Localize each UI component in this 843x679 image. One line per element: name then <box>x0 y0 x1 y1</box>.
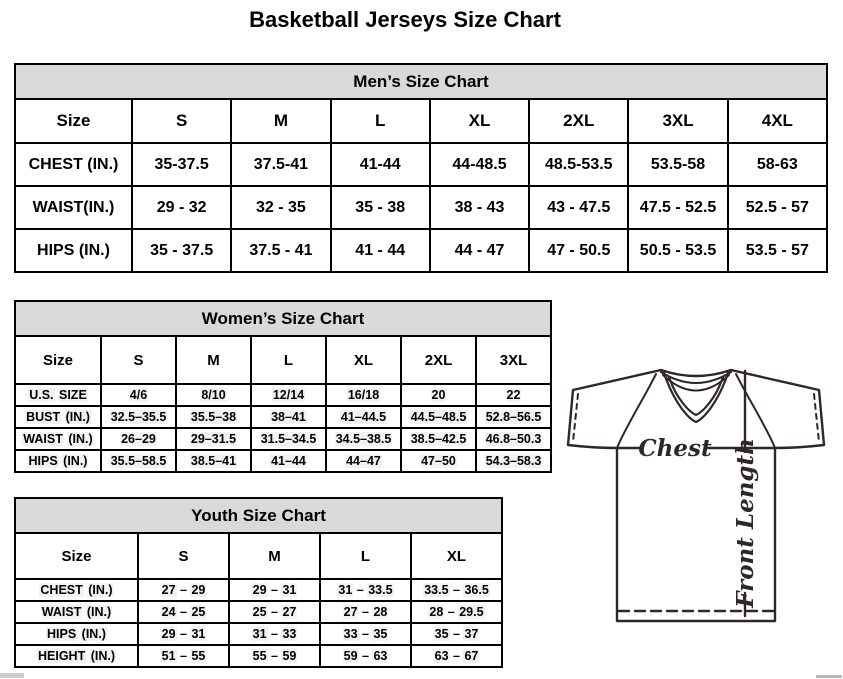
table-title-row <box>15 64 827 99</box>
table-row <box>15 406 551 428</box>
size-value: 55 – 59 <box>229 645 320 667</box>
size-value: 35-37.5 <box>132 143 231 186</box>
size-value: 35 – 37 <box>411 623 502 645</box>
size-value: 63 – 67 <box>411 645 502 667</box>
size-value: 47.5 - 52.5 <box>628 186 727 229</box>
table-row <box>15 143 827 186</box>
size-value: 53.5-58 <box>628 143 727 186</box>
size-value: 28 – 29.5 <box>411 601 502 623</box>
table-row <box>15 579 502 601</box>
size-value: 29 – 31 <box>138 623 229 645</box>
column-header: XL <box>411 533 502 579</box>
size-value: 47 - 50.5 <box>529 229 628 272</box>
size-value: 22 <box>476 384 551 406</box>
mens-size-chart-table <box>14 63 828 273</box>
size-value: 38.5–42.5 <box>401 428 476 450</box>
table-title-womens: Women’s Size Chart <box>15 301 551 336</box>
size-value: 38–41 <box>251 406 326 428</box>
table-title-row <box>15 301 551 336</box>
size-value: 8/10 <box>176 384 251 406</box>
size-value: 44–47 <box>326 450 401 472</box>
size-value: 29 - 32 <box>132 186 231 229</box>
row-label: WAIST(IN.) <box>15 186 132 229</box>
size-value: 41-44 <box>331 143 430 186</box>
size-value: 29–31.5 <box>176 428 251 450</box>
row-label: CHEST (IN.) <box>15 143 132 186</box>
size-value: 35 - 37.5 <box>132 229 231 272</box>
table-row <box>15 186 827 229</box>
size-value: 32.5–35.5 <box>101 406 176 428</box>
size-value: 38 - 43 <box>430 186 529 229</box>
size-value: 33 – 35 <box>320 623 411 645</box>
size-value: 38.5–41 <box>176 450 251 472</box>
size-value: 41 - 44 <box>331 229 430 272</box>
size-value: 47–50 <box>401 450 476 472</box>
chest-label: Chest <box>638 435 712 462</box>
jersey-measurement-diagram <box>555 358 843 638</box>
column-header-row <box>15 99 827 143</box>
size-value: 52.8–56.5 <box>476 406 551 428</box>
row-label: U.S. SIZE <box>15 384 101 406</box>
scrollbar-fragment-right[interactable] <box>816 675 842 678</box>
size-value: 35.5–58.5 <box>101 450 176 472</box>
size-value: 37.5-41 <box>231 143 330 186</box>
size-value: 35 - 38 <box>331 186 430 229</box>
column-header: 3XL <box>628 99 727 143</box>
scrollbar-fragment-left[interactable] <box>0 673 24 678</box>
size-value: 41–44 <box>251 450 326 472</box>
column-header: S <box>132 99 231 143</box>
column-header: L <box>320 533 411 579</box>
column-header: M <box>229 533 320 579</box>
column-header: L <box>251 336 326 384</box>
column-header: M <box>176 336 251 384</box>
row-label: HIPS (IN.) <box>15 450 101 472</box>
column-header: 3XL <box>476 336 551 384</box>
size-value: 50.5 - 53.5 <box>628 229 727 272</box>
size-value: 12/14 <box>251 384 326 406</box>
size-value: 31 – 33.5 <box>320 579 411 601</box>
size-value: 20 <box>401 384 476 406</box>
row-label: HIPS (IN.) <box>15 229 132 272</box>
size-value: 27 – 28 <box>320 601 411 623</box>
row-label: BUST (IN.) <box>15 406 101 428</box>
size-value: 54.3–58.3 <box>476 450 551 472</box>
row-label: WAIST (IN.) <box>15 428 101 450</box>
size-value: 48.5-53.5 <box>529 143 628 186</box>
size-value: 46.8–50.3 <box>476 428 551 450</box>
size-value: 35.5–38 <box>176 406 251 428</box>
column-header: Size <box>15 533 138 579</box>
size-value: 51 – 55 <box>138 645 229 667</box>
size-value: 52.5 - 57 <box>728 186 827 229</box>
row-label: HIPS (IN.) <box>15 623 138 645</box>
front-length-label: Front Length <box>732 438 759 608</box>
size-value: 4/6 <box>101 384 176 406</box>
youth-size-chart-table <box>14 497 503 668</box>
table-row <box>15 428 551 450</box>
column-header: S <box>138 533 229 579</box>
column-header: Size <box>15 336 101 384</box>
table-title-youth: Youth Size Chart <box>15 498 502 533</box>
column-header-row <box>15 336 551 384</box>
size-value: 41–44.5 <box>326 406 401 428</box>
column-header: Size <box>15 99 132 143</box>
size-value: 44-48.5 <box>430 143 529 186</box>
size-value: 53.5 - 57 <box>728 229 827 272</box>
size-value: 33.5 – 36.5 <box>411 579 502 601</box>
size-value: 34.5–38.5 <box>326 428 401 450</box>
size-value: 58-63 <box>728 143 827 186</box>
column-header-row <box>15 533 502 579</box>
size-value: 26–29 <box>101 428 176 450</box>
column-header: M <box>231 99 330 143</box>
row-label: HEIGHT (IN.) <box>15 645 138 667</box>
size-value: 29 – 31 <box>229 579 320 601</box>
table-title-mens: Men’s Size Chart <box>15 64 827 99</box>
size-value: 31.5–34.5 <box>251 428 326 450</box>
size-value: 37.5 - 41 <box>231 229 330 272</box>
size-value: 25 – 27 <box>229 601 320 623</box>
column-header: S <box>101 336 176 384</box>
table-row <box>15 450 551 472</box>
size-value: 32 - 35 <box>231 186 330 229</box>
page-title: Basketball Jerseys Size Chart <box>249 7 561 32</box>
jersey-silhouette <box>568 370 824 621</box>
column-header: 2XL <box>529 99 628 143</box>
size-value: 43 - 47.5 <box>529 186 628 229</box>
column-header: 2XL <box>401 336 476 384</box>
table-row <box>15 229 827 272</box>
table-row <box>15 645 502 667</box>
size-value: 44 - 47 <box>430 229 529 272</box>
table-title-row <box>15 498 502 533</box>
column-header: XL <box>326 336 401 384</box>
column-header: XL <box>430 99 529 143</box>
table-row <box>15 623 502 645</box>
womens-size-chart-table <box>14 300 552 473</box>
table-row <box>15 601 502 623</box>
size-value: 24 – 25 <box>138 601 229 623</box>
column-header: L <box>331 99 430 143</box>
row-label: WAIST (IN.) <box>15 601 138 623</box>
table-row <box>15 384 551 406</box>
column-header: 4XL <box>728 99 827 143</box>
row-label: CHEST (IN.) <box>15 579 138 601</box>
size-value: 59 – 63 <box>320 645 411 667</box>
size-value: 27 – 29 <box>138 579 229 601</box>
size-value: 16/18 <box>326 384 401 406</box>
size-value: 31 – 33 <box>229 623 320 645</box>
size-value: 44.5–48.5 <box>401 406 476 428</box>
